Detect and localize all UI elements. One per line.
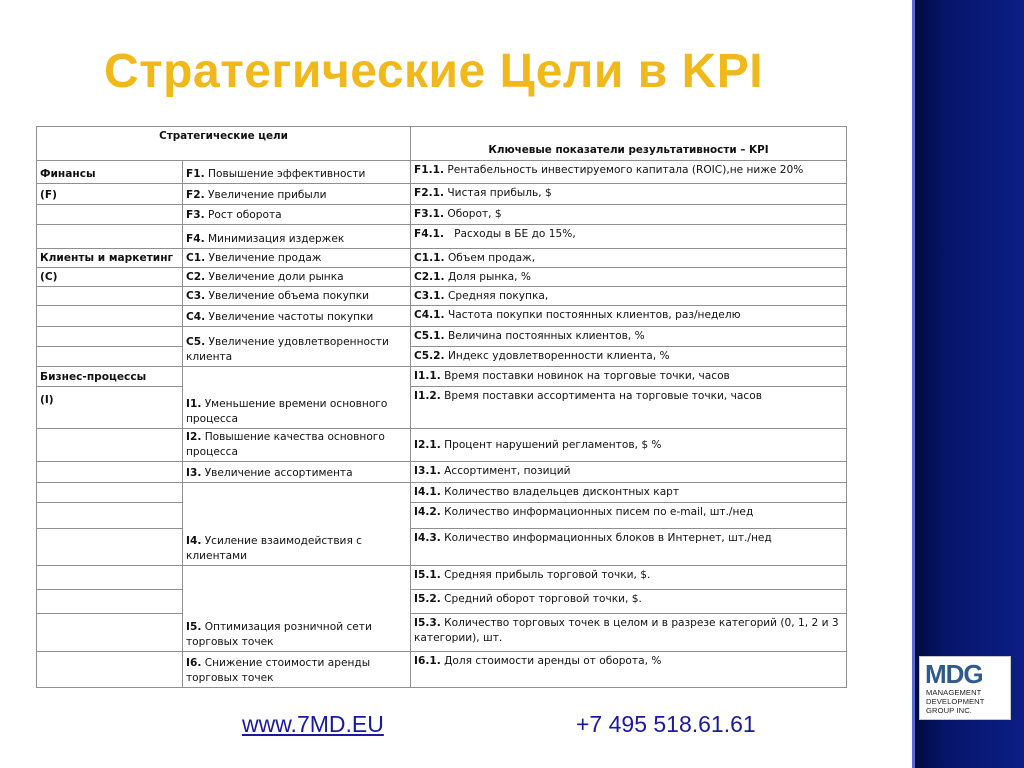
goal-cell [183, 268, 411, 287]
table-row [37, 590, 847, 614]
kpi-code: F4.1. [414, 228, 445, 240]
table-row [37, 268, 847, 287]
kpi-code: F2.1. [414, 187, 445, 199]
goal-code: I4. [186, 535, 202, 547]
group-cell [37, 614, 183, 652]
kpi-text: Количество информационных блоков в Интернет, шт./нед [444, 532, 772, 544]
goal-cell [183, 161, 411, 184]
kpi-code: I1.2. [414, 390, 441, 402]
table-row [37, 387, 847, 429]
goal-cell [183, 566, 411, 652]
group-cell [37, 529, 183, 566]
kpi-text: Индекс удовлетворенности клиента, % [447, 350, 670, 362]
table-row [37, 205, 847, 225]
group-cell [37, 462, 183, 483]
goal-code: C3. [186, 290, 206, 302]
goal-code: I2. [186, 431, 202, 443]
kpi-code: I4.3. [414, 532, 441, 544]
goal-code: F4. [186, 233, 205, 245]
goal-cell [183, 225, 411, 249]
kpi-code: C3.1. [414, 290, 445, 302]
group-cell [37, 225, 183, 249]
group-cell [37, 347, 183, 367]
kpi-text: Расходы в БЕ до 15%, [447, 228, 576, 240]
kpi-text: Время поставки новинок на торговые точки, часов [444, 370, 730, 382]
table-row [37, 225, 847, 249]
goal-cell [183, 462, 411, 483]
goal-cell [183, 652, 411, 688]
kpi-cell [411, 652, 847, 688]
goal-text: Рост оборота [208, 209, 282, 221]
kpi-code: I3.1. [414, 465, 441, 477]
kpi-cell [411, 268, 847, 287]
goal-text: Увеличение частоты покупки [208, 311, 374, 323]
kpi-text: Ассортимент, позиций [444, 465, 571, 477]
goal-code: I3. [186, 467, 202, 479]
kpi-code: F1.1. [414, 164, 445, 176]
group-cell [37, 287, 183, 306]
kpi-code: I4.2. [414, 506, 441, 518]
table-row [37, 327, 847, 347]
goal-cell [183, 306, 411, 327]
goal-text: Минимизация издержек [208, 233, 345, 245]
logo-mark: MDG [925, 659, 983, 689]
kpi-text: Доля стоимости аренды от оборота, % [444, 655, 662, 667]
table-row [37, 249, 847, 268]
table-row [37, 429, 847, 462]
kpi-text: Средний оборот торговой точки, $. [444, 593, 642, 605]
group-cell [37, 503, 183, 529]
group-cell [37, 327, 183, 347]
table-row [37, 367, 847, 387]
kpi-code: C2.1. [414, 271, 445, 283]
group-cell [37, 268, 183, 287]
kpi-table [36, 126, 847, 688]
goal-code: F1. [186, 168, 205, 180]
kpi-cell [411, 367, 847, 387]
goal-cell [183, 367, 411, 429]
header-goals: Стратегические цели [37, 127, 411, 161]
kpi-text: Время поставки ассортимента на торговые точки, часов [444, 390, 762, 402]
kpi-text: Рентабельность инвестируемого капитала (ROIC),не ниже 20% [447, 164, 804, 176]
table-row [37, 503, 847, 529]
group-cell [37, 483, 183, 503]
table-row [37, 652, 847, 688]
kpi-code: I6.1. [414, 655, 441, 667]
kpi-code: I4.1. [414, 486, 441, 498]
kpi-code: I5.1. [414, 569, 441, 581]
kpi-text: Количество владельцев дисконтных карт [444, 486, 680, 498]
goal-text: Повышение качества основного процесса [186, 431, 385, 458]
kpi-text: Величина постоянных клиентов, % [447, 330, 645, 342]
goal-text: Увеличение объема покупки [208, 290, 370, 302]
goal-cell [183, 184, 411, 205]
group-cell [37, 184, 183, 205]
goal-code: C1. [186, 252, 206, 264]
kpi-code: C4.1. [414, 309, 445, 321]
kpi-code: I5.3. [414, 617, 441, 629]
group-cell [37, 367, 183, 387]
kpi-cell [411, 161, 847, 184]
kpi-cell [411, 249, 847, 268]
goal-text: Увеличение ассортимента [204, 467, 353, 479]
goal-text: Оптимизация розничной сети торговых точек [186, 621, 372, 648]
kpi-cell [411, 590, 847, 614]
kpi-code: I2.1. [414, 438, 441, 451]
table-row [37, 347, 847, 367]
kpi-text: Чистая прибыль, $ [447, 187, 552, 199]
table-row [37, 566, 847, 590]
goal-text: Увеличение доли рынка [208, 271, 344, 283]
goal-cell [183, 483, 411, 566]
group-cell [37, 429, 183, 462]
header-kpi: Ключевые показатели результативности – KPI [411, 127, 847, 161]
slide-title: Стратегические Цели в KPI [104, 45, 764, 98]
website-link[interactable]: www.7MD.EU [242, 711, 384, 737]
table-row [37, 614, 847, 652]
phone-number: +7 495 518.61.61 [576, 711, 756, 737]
kpi-cell [411, 225, 847, 249]
goal-code: I6. [186, 657, 202, 669]
kpi-text: Процент нарушений регламентов, $ % [444, 438, 662, 451]
kpi-text: Средняя прибыль торговой точки, $. [444, 569, 651, 581]
group-label: Финансы [40, 168, 96, 180]
table-row [37, 184, 847, 205]
goal-code: C5. [186, 336, 206, 348]
kpi-cell [411, 347, 847, 367]
group-cell [37, 387, 183, 429]
group-cell [37, 566, 183, 590]
kpi-text: Количество информационных писем по e-mail, шт./нед [444, 506, 754, 518]
group-cell [37, 652, 183, 688]
table-header-row [37, 127, 847, 144]
kpi-cell [411, 387, 847, 429]
kpi-text: Количество торговых точек в целом и в разрезе категорий (0, 1, 2 и 3 категории), шт. [414, 617, 839, 644]
kpi-cell [411, 327, 847, 347]
right-side-bar [912, 0, 1024, 768]
goal-cell [183, 205, 411, 225]
table-row [37, 306, 847, 327]
kpi-text: Средняя покупка, [447, 290, 549, 302]
table-row [37, 287, 847, 306]
kpi-cell [411, 529, 847, 566]
goal-code: C4. [186, 311, 206, 323]
goal-code: I1. [186, 398, 202, 410]
kpi-code: C1.1. [414, 252, 445, 264]
goal-cell [183, 249, 411, 268]
kpi-cell [411, 566, 847, 590]
kpi-cell [411, 306, 847, 327]
kpi-cell [411, 429, 847, 462]
goal-code: F2. [186, 189, 205, 201]
kpi-text: Объем продаж, [447, 252, 536, 264]
group-cell [37, 249, 183, 268]
goal-text: Увеличение прибыли [208, 189, 327, 201]
kpi-code: I5.2. [414, 593, 441, 605]
table-row [37, 462, 847, 483]
group-label: (F) [40, 189, 57, 201]
goal-cell [183, 287, 411, 306]
goal-text: Усиление взаимодействия с клиентами [186, 535, 363, 562]
kpi-code: C5.2. [414, 350, 445, 362]
kpi-cell [411, 205, 847, 225]
kpi-cell [411, 184, 847, 205]
group-cell [37, 306, 183, 327]
kpi-cell [411, 614, 847, 652]
goal-text: Увеличение удовлетворенности клиента [186, 336, 389, 363]
goal-code: I5. [186, 621, 202, 633]
group-cell [37, 590, 183, 614]
kpi-text: Оборот, $ [447, 208, 502, 220]
side-bar-edge [912, 0, 915, 768]
kpi-cell [411, 462, 847, 483]
kpi-cell [411, 483, 847, 503]
group-label: Клиенты и маркетинг [40, 252, 174, 264]
goal-text: Снижение стоимости аренды торговых точек [186, 657, 371, 684]
goal-text: Повышение эффективности [208, 168, 366, 180]
goal-text: Увеличение продаж [208, 252, 322, 264]
kpi-text: Частота покупки постоянных клиентов, раз/неделю [447, 309, 741, 321]
goal-code: F3. [186, 209, 205, 221]
group-label: (I) [40, 394, 54, 406]
kpi-cell [411, 503, 847, 529]
logo-text: MANAGEMENT DEVELOPMENT GROUP INC. [926, 688, 985, 715]
goal-code: C2. [186, 271, 206, 283]
group-cell [37, 205, 183, 225]
group-cell [37, 161, 183, 184]
kpi-code: F3.1. [414, 208, 445, 220]
goal-text: Уменьшение времени основного процесса [186, 398, 388, 425]
table-row [37, 483, 847, 503]
group-label: (C) [40, 271, 58, 283]
group-label: Бизнес-процессы [40, 371, 147, 383]
kpi-code: I1.1. [414, 370, 441, 382]
kpi-code: C5.1. [414, 330, 445, 342]
kpi-cell [411, 287, 847, 306]
table-row [37, 529, 847, 566]
goal-cell [183, 327, 411, 367]
mdg-logo [919, 656, 1011, 720]
kpi-text: Доля рынка, % [447, 271, 531, 283]
table-row [37, 161, 847, 184]
goal-cell [183, 429, 411, 462]
